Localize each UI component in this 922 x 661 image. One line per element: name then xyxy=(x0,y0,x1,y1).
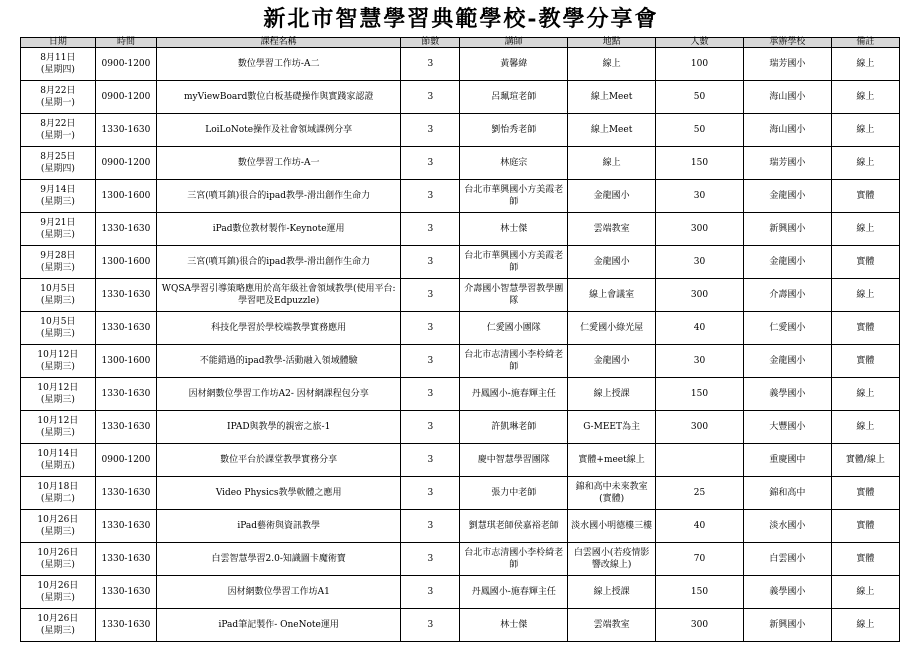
course-cell: 三宮(噴耳鎮)很合的ipad教學-滑出創作生命力 xyxy=(157,246,401,279)
course-cell: Video Physics教學軟體之應用 xyxy=(157,477,401,510)
sessions-cell: 3 xyxy=(401,180,460,213)
note-cell: 實體 xyxy=(831,543,899,576)
note-cell: 實體 xyxy=(831,477,899,510)
school-cell: 仁愛國小 xyxy=(743,312,831,345)
teacher-cell: 張力中老師 xyxy=(460,477,568,510)
course-cell: 白雲智慧學習2.0-知識圖卡魔術寶 xyxy=(157,543,401,576)
note-cell: 線上 xyxy=(831,114,899,147)
date-cell xyxy=(21,378,96,411)
date-cell xyxy=(21,180,96,213)
sessions-cell: 3 xyxy=(401,411,460,444)
location-cell: 線上 xyxy=(568,147,656,180)
sessions-cell: 3 xyxy=(401,378,460,411)
weekday-text: (星期三) xyxy=(40,428,75,438)
sessions-cell: 3 xyxy=(401,576,460,609)
time-cell: 1300-1600 xyxy=(95,246,157,279)
sessions-cell: 3 xyxy=(401,114,460,147)
header-note: 備註 xyxy=(831,38,899,48)
teacher-cell: 許凱琳老師 xyxy=(460,411,568,444)
header-sessions: 節數 xyxy=(401,38,460,48)
people-cell: 300 xyxy=(656,213,744,246)
note-cell: 線上 xyxy=(831,378,899,411)
table-row xyxy=(21,378,900,411)
table-row xyxy=(21,213,900,246)
note-cell: 線上 xyxy=(831,576,899,609)
note-cell: 線上 xyxy=(831,213,899,246)
date-text: 8月22日 xyxy=(40,119,76,129)
date-text: 10月12日 xyxy=(37,416,79,426)
school-cell: 白雲國小 xyxy=(743,543,831,576)
people-cell: 100 xyxy=(656,48,744,81)
sessions-cell: 3 xyxy=(401,477,460,510)
course-cell: 數位學習工作坊-A二 xyxy=(157,48,401,81)
sessions-cell: 3 xyxy=(401,279,460,312)
time-cell: 1330-1630 xyxy=(95,411,157,444)
header-date: 日期 xyxy=(21,38,96,48)
header-school: 承辦學校 xyxy=(743,38,831,48)
table-row xyxy=(21,246,900,279)
table-row xyxy=(21,444,900,477)
weekday-text: (星期五) xyxy=(40,461,75,471)
date-cell xyxy=(21,213,96,246)
weekday-text: (星期三) xyxy=(40,527,75,537)
time-cell: 0900-1200 xyxy=(95,81,157,114)
date-text: 10月5日 xyxy=(40,317,76,327)
date-cell xyxy=(21,411,96,444)
weekday-text: (星期三) xyxy=(40,593,75,603)
teacher-cell: 台北市華興國小方美霞老師 xyxy=(460,246,568,279)
school-cell: 金龍國小 xyxy=(743,246,831,279)
school-cell: 金龍國小 xyxy=(743,180,831,213)
note-cell: 實體 xyxy=(831,510,899,543)
teacher-cell: 慶中智慧學習團隊 xyxy=(460,444,568,477)
date-cell xyxy=(21,279,96,312)
date-cell xyxy=(21,576,96,609)
weekday-text: (星期三) xyxy=(40,296,75,306)
school-cell: 瑞芳國小 xyxy=(743,48,831,81)
teacher-cell: 台北市志清國小李柃綺老師 xyxy=(460,543,568,576)
time-cell: 1330-1630 xyxy=(95,576,157,609)
people-cell: 30 xyxy=(656,180,744,213)
location-cell: 金龍國小 xyxy=(568,246,656,279)
location-cell: 金龍國小 xyxy=(568,345,656,378)
date-cell xyxy=(21,114,96,147)
course-cell: LoiLoNote操作及社會領域課例分享 xyxy=(157,114,401,147)
school-cell: 錦和高中 xyxy=(743,477,831,510)
header-time: 時間 xyxy=(95,38,157,48)
time-cell: 1330-1630 xyxy=(95,378,157,411)
location-cell: 白雲國小(若疫情影響改線上) xyxy=(568,543,656,576)
time-cell: 1330-1630 xyxy=(95,279,157,312)
school-cell: 義學國小 xyxy=(743,576,831,609)
people-cell: 40 xyxy=(656,312,744,345)
note-cell: 實體 xyxy=(831,246,899,279)
page-title: 新北市智慧學習典範學校-教學分享會 xyxy=(263,6,659,32)
teacher-cell: 台北市志清國小李柃綺老師 xyxy=(460,345,568,378)
weekday-text: (星期三) xyxy=(40,230,75,240)
time-cell: 1300-1600 xyxy=(95,180,157,213)
header-people: 人數 xyxy=(656,38,744,48)
teacher-cell: 林庭宗 xyxy=(460,147,568,180)
date-cell xyxy=(21,543,96,576)
course-cell: 不能錯過的ipad教學-活動融入領域體驗 xyxy=(157,345,401,378)
date-text: 9月14日 xyxy=(40,185,76,195)
course-cell: 數位學習工作坊-A一 xyxy=(157,147,401,180)
people-cell: 30 xyxy=(656,345,744,378)
course-cell: IPAD與教學的親密之旅-1 xyxy=(157,411,401,444)
header-course: 課程名稱 xyxy=(157,38,401,48)
time-cell: 1330-1630 xyxy=(95,312,157,345)
date-text: 8月22日 xyxy=(40,86,76,96)
time-cell: 0900-1200 xyxy=(95,48,157,81)
teacher-cell: 林士傑 xyxy=(460,213,568,246)
people-cell: 50 xyxy=(656,114,744,147)
sessions-cell: 3 xyxy=(401,48,460,81)
table-row xyxy=(21,114,900,147)
school-cell: 金龍國小 xyxy=(743,345,831,378)
weekday-text: (星期三) xyxy=(40,197,75,207)
time-cell: 1330-1630 xyxy=(95,477,157,510)
location-cell: 金龍國小 xyxy=(568,180,656,213)
table-row xyxy=(21,576,900,609)
header-teacher: 講師 xyxy=(460,38,568,48)
school-cell: 大豐國小 xyxy=(743,411,831,444)
course-cell: iPad筆記製作- OneNote運用 xyxy=(157,609,401,642)
note-cell: 實體 xyxy=(831,345,899,378)
teacher-cell: 丹鳳國小-施春輝主任 xyxy=(460,378,568,411)
note-cell: 線上 xyxy=(831,279,899,312)
date-cell xyxy=(21,345,96,378)
sessions-cell: 3 xyxy=(401,246,460,279)
people-cell: 300 xyxy=(656,609,744,642)
note-cell: 實體 xyxy=(831,180,899,213)
time-cell: 1330-1630 xyxy=(95,609,157,642)
note-cell: 線上 xyxy=(831,411,899,444)
people-cell: 300 xyxy=(656,411,744,444)
people-cell xyxy=(656,444,744,477)
date-cell xyxy=(21,48,96,81)
course-cell: 三宮(噴耳鎮)很合的ipad教學-滑出創作生命力 xyxy=(157,180,401,213)
location-cell: 淡水國小明德樓三樓 xyxy=(568,510,656,543)
note-cell: 線上 xyxy=(831,81,899,114)
table-row xyxy=(21,510,900,543)
time-cell: 1330-1630 xyxy=(95,213,157,246)
school-cell: 新興國小 xyxy=(743,609,831,642)
location-cell: 線上授課 xyxy=(568,378,656,411)
weekday-text: (星期二) xyxy=(40,494,75,504)
teacher-cell: 黃馨緯 xyxy=(460,48,568,81)
weekday-text: (星期三) xyxy=(40,329,75,339)
weekday-text: (星期三) xyxy=(40,362,75,372)
date-text: 10月26日 xyxy=(37,581,79,591)
table-header-row xyxy=(21,38,900,48)
note-cell: 線上 xyxy=(831,609,899,642)
date-text: 10月26日 xyxy=(37,614,79,624)
school-cell: 介壽國小 xyxy=(743,279,831,312)
school-cell: 海山國小 xyxy=(743,81,831,114)
location-cell: 線上會議室 xyxy=(568,279,656,312)
sessions-cell: 3 xyxy=(401,345,460,378)
sessions-cell: 3 xyxy=(401,147,460,180)
date-cell xyxy=(21,609,96,642)
people-cell: 150 xyxy=(656,576,744,609)
date-cell xyxy=(21,246,96,279)
table-row xyxy=(21,180,900,213)
weekday-text: (星期一) xyxy=(40,131,75,141)
people-cell: 150 xyxy=(656,147,744,180)
people-cell: 70 xyxy=(656,543,744,576)
teacher-cell: 劉慧琪老師侯嘉裕老師 xyxy=(460,510,568,543)
people-cell: 150 xyxy=(656,378,744,411)
teacher-cell: 林士傑 xyxy=(460,609,568,642)
weekday-text: (星期一) xyxy=(40,98,75,108)
table-row xyxy=(21,411,900,444)
school-cell: 淡水國小 xyxy=(743,510,831,543)
course-cell: 數位平台於課堂教學實務分享 xyxy=(157,444,401,477)
weekday-text: (星期四) xyxy=(40,65,75,75)
location-cell: 雲端教室 xyxy=(568,213,656,246)
weekday-text: (星期三) xyxy=(40,626,75,636)
location-cell: 線上Meet xyxy=(568,114,656,147)
location-cell: 實體+meet線上 xyxy=(568,444,656,477)
sessions-cell: 3 xyxy=(401,213,460,246)
date-text: 10月14日 xyxy=(37,449,79,459)
time-cell: 0900-1200 xyxy=(95,147,157,180)
course-cell: myViewBoard數位白板基礎操作與實踐家認證 xyxy=(157,81,401,114)
teacher-cell: 劉怡秀老師 xyxy=(460,114,568,147)
table-row xyxy=(21,81,900,114)
sessions-cell: 3 xyxy=(401,444,460,477)
weekday-text: (星期四) xyxy=(40,164,75,174)
sessions-cell: 3 xyxy=(401,312,460,345)
note-cell: 實體 xyxy=(831,312,899,345)
teacher-cell: 介壽國小智慧學習教學團隊 xyxy=(460,279,568,312)
location-cell: 仁愛國小綠光屋 xyxy=(568,312,656,345)
note-cell: 實體/線上 xyxy=(831,444,899,477)
date-text: 10月5日 xyxy=(40,284,76,294)
school-cell: 重慶國中 xyxy=(743,444,831,477)
date-text: 10月26日 xyxy=(37,515,79,525)
time-cell: 1330-1630 xyxy=(95,114,157,147)
table-row xyxy=(21,543,900,576)
time-cell: 0900-1200 xyxy=(95,444,157,477)
school-cell: 新興國小 xyxy=(743,213,831,246)
date-text: 10月12日 xyxy=(37,350,79,360)
teacher-cell: 呂珮瑄老師 xyxy=(460,81,568,114)
course-cell: 因材網數位學習工作坊A2- 因材網課程包分享 xyxy=(157,378,401,411)
location-cell: 線上 xyxy=(568,48,656,81)
date-text: 10月18日 xyxy=(37,482,79,492)
time-cell: 1330-1630 xyxy=(95,510,157,543)
weekday-text: (星期三) xyxy=(40,395,75,405)
people-cell: 25 xyxy=(656,477,744,510)
date-cell xyxy=(21,81,96,114)
date-cell xyxy=(21,147,96,180)
date-text: 9月21日 xyxy=(40,218,76,228)
weekday-text: (星期三) xyxy=(40,560,75,570)
school-cell: 瑞芳國小 xyxy=(743,147,831,180)
school-cell: 義學國小 xyxy=(743,378,831,411)
table-row xyxy=(21,312,900,345)
location-cell: 雲端教室 xyxy=(568,609,656,642)
note-cell: 線上 xyxy=(831,48,899,81)
schedule-table xyxy=(20,37,900,642)
date-text: 9月28日 xyxy=(40,251,76,261)
header-location: 地點 xyxy=(568,38,656,48)
sessions-cell: 3 xyxy=(401,510,460,543)
location-cell: 線上授課 xyxy=(568,576,656,609)
date-text: 10月26日 xyxy=(37,548,79,558)
table-body xyxy=(21,48,900,642)
date-cell xyxy=(21,444,96,477)
date-cell xyxy=(21,477,96,510)
people-cell: 40 xyxy=(656,510,744,543)
teacher-cell: 台北市華興國小方美霞老師 xyxy=(460,180,568,213)
table-row xyxy=(21,477,900,510)
teacher-cell: 仁愛國小團隊 xyxy=(460,312,568,345)
table-row xyxy=(21,48,900,81)
location-cell: 線上Meet xyxy=(568,81,656,114)
date-cell xyxy=(21,510,96,543)
weekday-text: (星期三) xyxy=(40,263,75,273)
date-cell xyxy=(21,312,96,345)
sessions-cell: 3 xyxy=(401,609,460,642)
teacher-cell: 丹鳳國小-施春輝主任 xyxy=(460,576,568,609)
course-cell: iPad藝術與資訊教學 xyxy=(157,510,401,543)
sessions-cell: 3 xyxy=(401,81,460,114)
people-cell: 300 xyxy=(656,279,744,312)
time-cell: 1300-1600 xyxy=(95,345,157,378)
school-cell: 海山國小 xyxy=(743,114,831,147)
note-cell: 線上 xyxy=(831,147,899,180)
sessions-cell: 3 xyxy=(401,543,460,576)
time-cell: 1330-1630 xyxy=(95,543,157,576)
table-row xyxy=(21,147,900,180)
table-row xyxy=(21,345,900,378)
table-row xyxy=(21,279,900,312)
people-cell: 30 xyxy=(656,246,744,279)
date-text: 10月12日 xyxy=(37,383,79,393)
course-cell: WQSA學習引導策略應用於高年級社會領域教學(使用平台:學習吧及Edpuzzle) xyxy=(157,279,401,312)
table-row xyxy=(21,609,900,642)
location-cell: 錦和高中未來教室(實體) xyxy=(568,477,656,510)
course-cell: iPad數位教材製作-Keynote運用 xyxy=(157,213,401,246)
date-text: 8月11日 xyxy=(40,53,76,63)
date-text: 8月25日 xyxy=(40,152,76,162)
location-cell: G-MEET為主 xyxy=(568,411,656,444)
course-cell: 科技化學習於學校端教學實務應用 xyxy=(157,312,401,345)
course-cell: 因材網數位學習工作坊A1 xyxy=(157,576,401,609)
people-cell: 50 xyxy=(656,81,744,114)
